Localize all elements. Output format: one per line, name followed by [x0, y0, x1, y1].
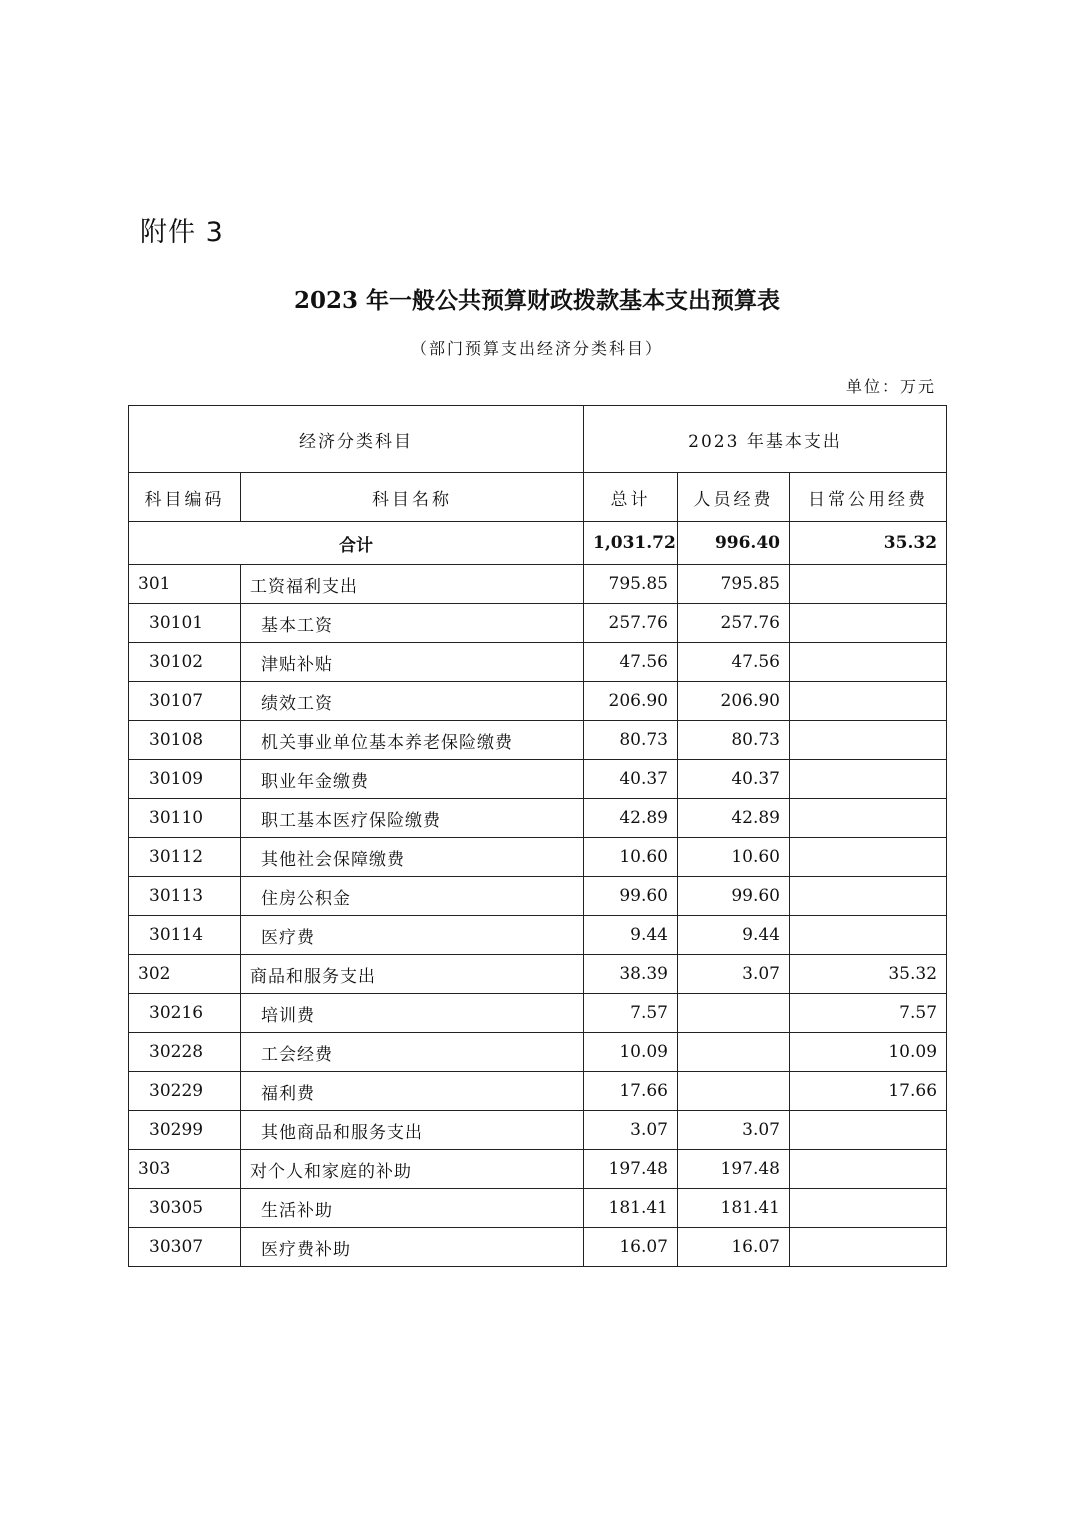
- page-subtitle: （部门预算支出经济分类科目）: [410, 339, 663, 358]
- table-row: [129, 1189, 947, 1228]
- row-name: 其他社会保障缴费: [241, 838, 584, 877]
- total-personnel: 996.40: [678, 522, 790, 565]
- row-code: 30228: [129, 1033, 241, 1072]
- row-code: 30101: [129, 604, 241, 643]
- row-public: [790, 799, 947, 838]
- row-personnel: [678, 1072, 790, 1111]
- row-code: 30112: [129, 838, 241, 877]
- table-row: [129, 721, 947, 760]
- row-personnel: 80.73: [678, 721, 790, 760]
- header-total: 总计: [584, 473, 678, 522]
- row-total: 795.85: [584, 565, 678, 604]
- row-total: 10.60: [584, 838, 678, 877]
- row-total: 10.09: [584, 1033, 678, 1072]
- row-total: 38.39: [584, 955, 678, 994]
- row-public: [790, 760, 947, 799]
- row-code: 30299: [129, 1111, 241, 1150]
- row-personnel: 3.07: [678, 955, 790, 994]
- total-row: [129, 522, 947, 565]
- row-public: [790, 604, 947, 643]
- row-total: 16.07: [584, 1228, 678, 1267]
- row-public: [790, 1189, 947, 1228]
- row-public: 7.57: [790, 994, 947, 1033]
- table-row: [129, 1033, 947, 1072]
- row-total: 9.44: [584, 916, 678, 955]
- row-name: 基本工资: [241, 604, 584, 643]
- table-row: [129, 565, 947, 604]
- row-public: 10.09: [790, 1033, 947, 1072]
- table-row: [129, 1150, 947, 1189]
- row-name: 工资福利支出: [241, 565, 584, 604]
- row-public: [790, 877, 947, 916]
- row-name: 机关事业单位基本养老保险缴费: [241, 721, 584, 760]
- row-public: [790, 1111, 947, 1150]
- row-personnel: 206.90: [678, 682, 790, 721]
- row-name: 职业年金缴费: [241, 760, 584, 799]
- row-total: 99.60: [584, 877, 678, 916]
- row-personnel: 99.60: [678, 877, 790, 916]
- row-public: [790, 916, 947, 955]
- row-personnel: 16.07: [678, 1228, 790, 1267]
- table-row: [129, 682, 947, 721]
- row-code: 30108: [129, 721, 241, 760]
- row-total: 80.73: [584, 721, 678, 760]
- row-total: 40.37: [584, 760, 678, 799]
- row-code: 30114: [129, 916, 241, 955]
- row-code: 30113: [129, 877, 241, 916]
- row-code: 30229: [129, 1072, 241, 1111]
- row-public: [790, 682, 947, 721]
- row-personnel: 10.60: [678, 838, 790, 877]
- table-row: [129, 604, 947, 643]
- row-public: 35.32: [790, 955, 947, 994]
- header-personnel: 人员经费: [678, 473, 790, 522]
- row-name: 福利费: [241, 1072, 584, 1111]
- table-row: [129, 1072, 947, 1111]
- total-total: 1,031.72: [584, 522, 678, 565]
- row-code: 30102: [129, 643, 241, 682]
- header-economic-category: 经济分类科目: [129, 406, 584, 473]
- row-name: 对个人和家庭的补助: [241, 1150, 584, 1189]
- row-total: 47.56: [584, 643, 678, 682]
- row-public: [790, 838, 947, 877]
- table-row: [129, 955, 947, 994]
- header-name: 科目名称: [241, 473, 584, 522]
- table-row: [129, 916, 947, 955]
- row-code: 303: [129, 1150, 241, 1189]
- header-code: 科目编码: [129, 473, 241, 522]
- table-row: [129, 760, 947, 799]
- row-code: 30216: [129, 994, 241, 1033]
- row-personnel: 42.89: [678, 799, 790, 838]
- row-name: 医疗费: [241, 916, 584, 955]
- row-total: 7.57: [584, 994, 678, 1033]
- row-total: 42.89: [584, 799, 678, 838]
- row-public: [790, 1150, 947, 1189]
- row-name: 其他商品和服务支出: [241, 1111, 584, 1150]
- row-name: 商品和服务支出: [241, 955, 584, 994]
- row-personnel: 795.85: [678, 565, 790, 604]
- row-total: 17.66: [584, 1072, 678, 1111]
- row-public: [790, 565, 947, 604]
- header-basic-expenditure: 2023 年基本支出: [584, 406, 947, 473]
- row-personnel: 181.41: [678, 1189, 790, 1228]
- row-personnel: 3.07: [678, 1111, 790, 1150]
- row-name: 生活补助: [241, 1189, 584, 1228]
- table-row: [129, 994, 947, 1033]
- row-code: 302: [129, 955, 241, 994]
- row-code: 30110: [129, 799, 241, 838]
- row-name: 津贴补贴: [241, 643, 584, 682]
- row-personnel: 257.76: [678, 604, 790, 643]
- table-row: [129, 1111, 947, 1150]
- row-total: 181.41: [584, 1189, 678, 1228]
- attachment-label: 附件 3: [140, 217, 224, 248]
- row-code: 301: [129, 565, 241, 604]
- row-code: 30107: [129, 682, 241, 721]
- row-public: 17.66: [790, 1072, 947, 1111]
- header-row-columns: [129, 473, 947, 522]
- row-public: [790, 1228, 947, 1267]
- row-total: 206.90: [584, 682, 678, 721]
- row-personnel: 47.56: [678, 643, 790, 682]
- total-public: 35.32: [790, 522, 947, 565]
- row-name: 职工基本医疗保险缴费: [241, 799, 584, 838]
- row-personnel: 40.37: [678, 760, 790, 799]
- header-row-group: [129, 406, 947, 473]
- row-code: 30305: [129, 1189, 241, 1228]
- total-label: 合计: [129, 522, 584, 565]
- row-personnel: [678, 994, 790, 1033]
- row-name: 住房公积金: [241, 877, 584, 916]
- row-name: 医疗费补助: [241, 1228, 584, 1267]
- row-name: 绩效工资: [241, 682, 584, 721]
- table-row: [129, 643, 947, 682]
- table-row: [129, 877, 947, 916]
- table-row: [129, 838, 947, 877]
- budget-table: [128, 405, 947, 1267]
- page-title: 2023 年一般公共预算财政拨款基本支出预算表: [293, 287, 781, 314]
- row-total: 257.76: [584, 604, 678, 643]
- row-name: 培训费: [241, 994, 584, 1033]
- row-code: 30307: [129, 1228, 241, 1267]
- row-total: 197.48: [584, 1150, 678, 1189]
- unit-label: 单位：万元: [845, 377, 936, 396]
- row-personnel: 197.48: [678, 1150, 790, 1189]
- table-row: [129, 1228, 947, 1267]
- header-public: 日常公用经费: [790, 473, 947, 522]
- row-public: [790, 721, 947, 760]
- row-total: 3.07: [584, 1111, 678, 1150]
- row-personnel: [678, 1033, 790, 1072]
- row-name: 工会经费: [241, 1033, 584, 1072]
- table-row: [129, 799, 947, 838]
- row-public: [790, 643, 947, 682]
- row-code: 30109: [129, 760, 241, 799]
- row-personnel: 9.44: [678, 916, 790, 955]
